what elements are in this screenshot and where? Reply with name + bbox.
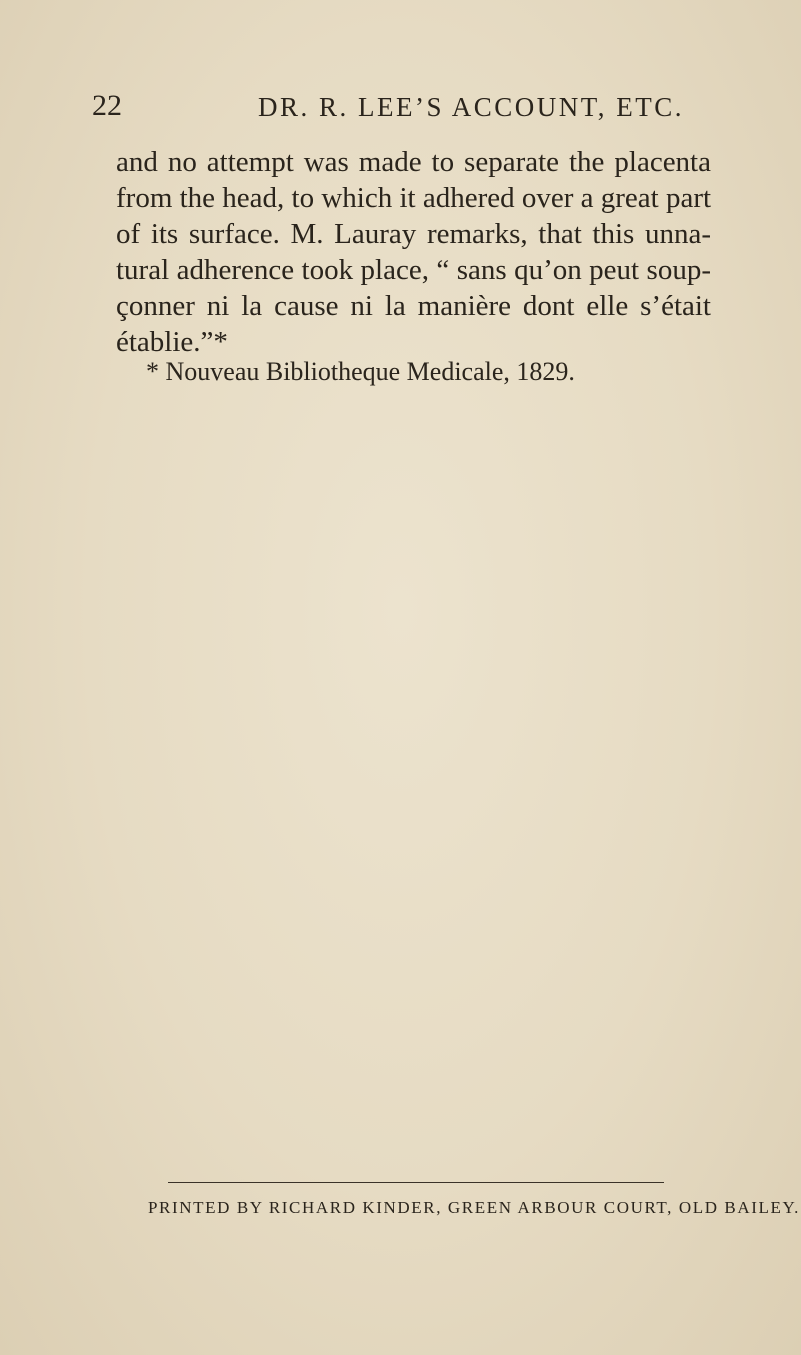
- footnote: * Nouveau Bibliotheque Medicale, 1829.: [146, 357, 575, 386]
- body-line: çonner ni la cause ni la manière dont elle s’était: [116, 290, 711, 322]
- page-number: 22: [92, 89, 122, 122]
- printer-imprint: PRINTED BY RICHARD KINDER, GREEN ARBOUR COURT, OLD BAILEY.: [148, 1198, 801, 1217]
- body-line: and no attempt was made to separate the placenta: [116, 146, 711, 178]
- body-line: from the head, to which it adhered over a great part: [116, 182, 712, 214]
- imprint-divider: [168, 1182, 664, 1183]
- body-paragraph: [116, 144, 711, 360]
- body-line: tural adherence took place, “ sans qu’on peut soup-: [116, 254, 711, 286]
- body-line: of its surface. M. Lauray remarks, that this unna-: [116, 218, 711, 250]
- body-line: établie.”*: [116, 326, 228, 358]
- running-head: DR. R. LEE’S ACCOUNT, ETC.: [258, 92, 685, 122]
